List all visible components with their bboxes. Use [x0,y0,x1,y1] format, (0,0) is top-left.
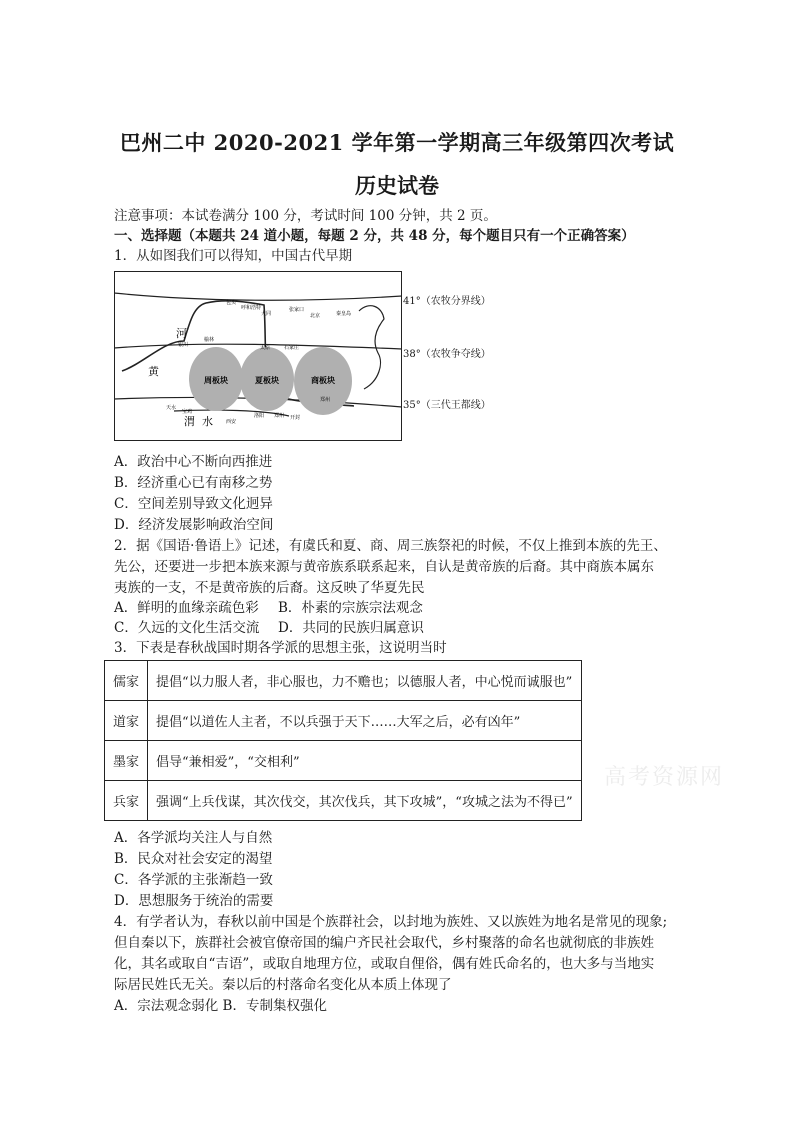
q2-option-c[interactable]: C．久远的文化生活交流 [114,620,260,636]
table-row [105,741,582,781]
place-kaifeng: 开封 [290,415,301,421]
block-label-zhou: 周板块 [204,375,228,385]
q3-stem: 3．下表是春秋战国时期各学派的思想主张，这说明当时 [114,640,447,656]
place-beijing: 北京 [310,313,321,319]
q2-option-b[interactable]: B．朴素的宗族宗法观念 [278,600,423,616]
river-label-huang: 黄 [148,365,159,378]
q4-stem-line-1: 4．有学者认为，春秋以前中国是个族群社会，以封地为族姓、又以族姓为地名是常见的现象; [114,914,668,930]
q3-option-a[interactable]: A．各学派均关注人与自然 [114,830,273,846]
q4-options[interactable]: A．宗法观念弱化 B．专制集权强化 [114,998,327,1014]
q2-stem-line-3: 夷族的一支，不是黄帝族的后裔。这反映了华夏先民 [114,580,425,596]
q1-map [114,271,402,441]
q2-option-d[interactable]: D．共同的民族归属意识 [278,620,424,636]
q1-option-a[interactable]: A．政治中心不断向西推进 [114,454,273,470]
block-label-shang: 商板块 [311,375,335,385]
lat-label-35: 35°（三代王都线） [403,400,491,411]
school-idea: 倡导“兼相爱”，“交相利” [148,741,582,781]
lat-line-38 [114,344,402,349]
table-row [105,661,582,701]
q3-option-c[interactable]: C．各学派的主张渐趋一致 [114,872,273,888]
q3-table [104,660,582,821]
notice: 注意事项：本试卷满分 100 分，考试时间 100 分钟，共 2 页。 [114,208,497,224]
place-yulin: 榆林 [204,337,215,343]
place-datong: 大同 [261,311,272,317]
place-zhengzhou: 郑州 [274,413,285,419]
lat-label-41: 41°（农牧分界线） [403,296,491,307]
river-label-shui: 水 [202,415,213,428]
section-heading: 一、选择题（本题共 24 道小题，每题 2 分，共 48 分，每个题目只有一个正确答案） [114,228,635,244]
table-row [105,701,582,741]
q1-option-c[interactable]: C．空间差别导致文化迥异 [114,496,273,512]
q2-stem-line-1: 2．据《国语·鲁语上》记述，有虞氏和夏、商、周三族祭祀的时候，不仅上推到本族的先王、 [114,538,667,554]
place-baoji: 宝鸡 [182,409,193,415]
block-label-xia: 夏板块 [255,375,279,385]
q4-stem-line-4: 际居民姓氏无关。秦以后的村落命名变化从本质上体现了 [114,977,452,993]
place-yinchuan: 银川 [178,342,189,348]
place-taiyuan: 太原 [260,345,271,351]
place-zhengzhou-2: 郑州 [320,397,331,403]
school-name: 墨家 [105,741,148,781]
watermark: 高考资源网 [604,765,725,790]
q2-option-a[interactable]: A．鲜明的血缘亲疏色彩 [114,600,259,616]
table-row [105,781,582,821]
q2-stem-line-2: 先公，还要进一步把本族来源与黄帝族系联系起来，自认是黄帝族的后裔。其中商族本属东 [114,559,654,575]
q1-option-b[interactable]: B．经济重心已有南移之势 [114,475,273,491]
lat-label-38: 38°（农牧争夺线） [403,349,491,360]
q4-stem-line-2: 但自秦以下，族群社会被官僚帝国的编户齐民社会取代，乡村聚落的命名也就彻底的非族姓 [114,935,654,951]
q1-option-d[interactable]: D．经济发展影响政治空间 [114,517,274,533]
place-baotou: 包头 [226,300,237,306]
q3-option-d[interactable]: D．思想服务于统治的需要 [114,893,274,909]
school-name: 兵家 [105,781,148,821]
q4-stem-line-3: 化，其名或取自“吉语”，或取自地理方位，或取自俚俗，偶有姓氏命名的，也大多与当地实 [114,956,655,972]
place-zhangjiakou: 张家口 [289,307,305,313]
school-name: 儒家 [105,661,148,701]
place-huhehaote: 呼和浩特 [241,305,262,311]
q1-stem: 1．从如图我们可以得知，中国古代早期 [114,248,353,264]
place-xian: 西安 [226,419,237,425]
place-luoyang: 洛阳 [254,413,265,419]
school-idea: 强调“上兵伐谋，其次伐交，其次伐兵，其下攻城”，“攻城之法为不得已” [148,781,582,821]
q3-option-b[interactable]: B．民众对社会安定的渴望 [114,851,273,867]
school-idea: 提倡“以道佐人主者，不以兵强于天下……大军之后，必有凶年” [148,701,582,741]
river-label-he: 河 [176,327,187,340]
lat-line-41 [114,293,402,300]
exam-title: 巴州二中 2020-2021 学年第一学期高三年级第四次考试 [119,130,675,155]
place-tianshui: 天水 [166,405,177,411]
school-idea: 提倡“以力服人者，非心服也，力不赡也；以德服人者，中心悦而诚服也” [148,661,582,701]
exam-subtitle: 历史试卷 [355,173,439,198]
place-qinhuangdao: 秦皇岛 [336,311,352,317]
place-shijiazhuang: 石家庄 [284,345,300,351]
school-name: 道家 [105,701,148,741]
river-label-wei: 渭 [184,415,195,428]
